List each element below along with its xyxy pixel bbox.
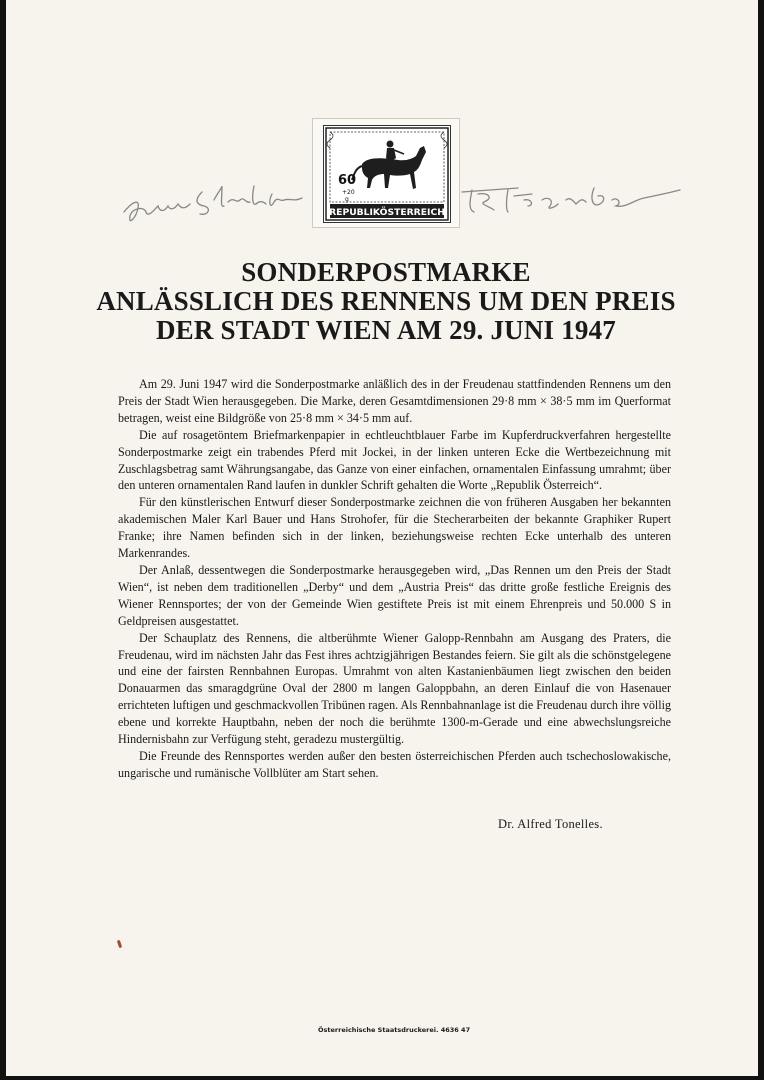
signature-right-icon — [458, 170, 688, 232]
title-line-3: DER STADT WIEN AM 29. JUNI 1947 — [155, 315, 617, 345]
stamp-proof — [312, 118, 460, 228]
document-sheet — [6, 0, 758, 1076]
paragraph: Die Freunde des Rennsportes werden außer den besten österreichischen Pferden auch tschechoslowakische, ungarische und rumänische Vollblüter am Start sehen. — [118, 748, 671, 780]
paragraph: Der Schauplatz des Rennens, die altberühmte Wiener Galopp-Rennbahn am Ausgang des Praters, die Freudenau, wird im nächsten Jahr das Fest ihres achtzigjährigen Bestandes feiern. Sie gilt als die schönstgelegene und eine der fairsten Rennbahnen Europas. Umrahmt von alten Kastanienbäumen liegt zwischen den beiden Donauarmen das smaragdgrüne Oval der 2800 m langen Galoppbahn, an deren Einlauf die von Hasenauer errichteten luftigen und geschmackvollen Tribünen ragen. Als Rennbahnanlage ist die Freudenau durch ihre völlig ebene und korrekte Hauptbahn, neben der noch die berühmte 1300-m-Gerade und eine abwechslungsreiche Hindernisbahn zur Verfügung steht, geradezu mustergültig. — [118, 630, 671, 747]
title-line-2: ANLÄSSLICH DES RENNENS UM DEN PREIS — [96, 286, 676, 316]
author-signature: Dr. Alfred Tonelles. — [498, 817, 603, 831]
signature-left-icon — [118, 172, 314, 234]
paragraph: Die auf rosagetöntem Briefmarkenpapier in echtleuchtblauer Farbe im Kupferdruckverfahren hergestellte Sonderpostmarke zeigt ein trabendes Pferd mit Jockei, in der linken unteren Ecke die Wertbezeichnung mit Zuschlagsbetrag samt Währungsangabe, das Ganze von einer einfachen, ornamentalen Einfassung umrahmt; über den unteren ornamentalen Rand laufen in dunkler Schrift gehalten die Worte „Republik Österreich“. — [118, 427, 671, 493]
title-line-1: SONDERPOSTMARKE — [241, 257, 531, 287]
svg-text:+20: +20 — [342, 189, 355, 196]
stamp-image — [323, 125, 451, 223]
paragraph: Für den künstlerischen Entwurf dieser Sonderpostmarke zeichnen die von früheren Ausgaben her bekannten akademischen Maler Karl Bauer und Hans Strohofer, für die Stecherarbeiten der bekannte Graphiker Rupert Franke; ihre Namen befinden sich in der linken, beziehungsweise rechten Ecke unterhalb des unteren Markenrandes. — [118, 495, 671, 561]
page-title — [66, 258, 706, 345]
paper-speck — [117, 940, 122, 949]
paragraph: Der Anlaß, dessentwegen die Sonderpostmarke herausgegeben wird, „Das Rennen um den Preis der Stadt Wien“, ist neben dem traditionellen „Derby“ und dem „Austria Preis“ das dritte große festliche Ereignis des Wiener Rennsportes; der von der Gemeinde Wien gestiftete Preis ist mit einem Ehrenpreis und 50.000 S in Geldpreisen ausgestattet. — [118, 562, 671, 628]
svg-text:g: g — [345, 196, 349, 203]
body-text — [118, 376, 671, 782]
stamp-value-icon: 60 — [338, 173, 357, 188]
horse-jockey-stamp-icon — [324, 126, 450, 222]
printer-imprint: Österreichische Staatsdruckerei. 4636 47 — [318, 1026, 471, 1034]
paragraph: Am 29. Juni 1947 wird die Sonderpostmarke anläßlich des in der Freudenau stattfindenden Rennens um den Preis der Stadt Wien herausgegeben. Die Marke, deren Gesamtdimensionen 29·8 mm × 38·5 mm im Querformat betragen, weist eine Bildgröße von 25·8 mm × 34·5 mm auf. — [118, 377, 671, 425]
svg-text:REPUBLIKÖSTERREICH: REPUBLIKÖSTERREICH — [329, 207, 445, 218]
